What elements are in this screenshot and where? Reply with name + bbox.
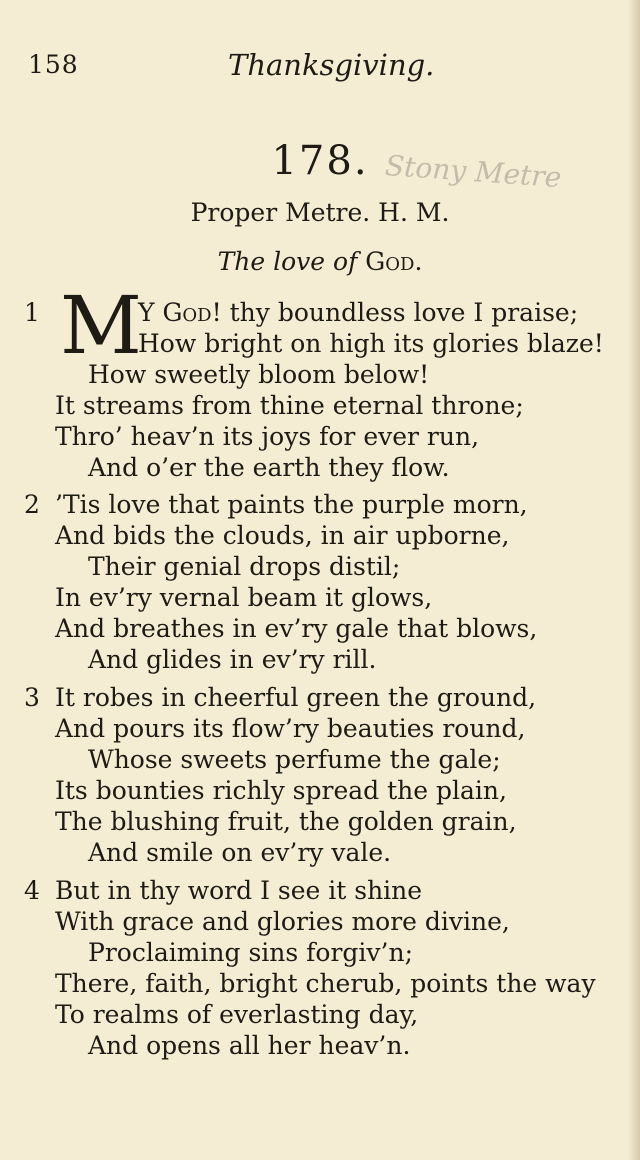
verse-line: And glides in ev’ry rill. xyxy=(88,645,377,674)
verse-line: And o’er the earth they flow. xyxy=(88,453,450,482)
verse-line xyxy=(138,298,578,327)
verse-line: And opens all her heav’n. xyxy=(88,1031,411,1060)
verse-line: Thro’ heav’n its joys for ever run, xyxy=(55,422,480,451)
page-header xyxy=(0,50,640,90)
hymn-subtitle xyxy=(0,247,640,276)
verse-line: It streams from thine eternal throne; xyxy=(55,391,524,420)
subtitle-italic: The love of xyxy=(217,247,366,276)
verse-line: To realms of everlasting day, xyxy=(55,1000,419,1029)
running-head: Thanksgiving. xyxy=(228,48,435,82)
verse-line: Proclaiming sins forgiv’n; xyxy=(88,938,414,967)
verse-line: It robes in cheerful green the ground, xyxy=(55,683,537,712)
verse-line: How sweetly bloom below! xyxy=(88,360,430,389)
verse-line-rest: thy boundless love I praise; xyxy=(221,298,579,327)
verse-line: How bright on high its glories blaze! xyxy=(138,329,604,358)
verse-line: Its bounties richly spread the plain, xyxy=(55,776,507,805)
stanza-number: 2 xyxy=(24,490,40,519)
stanza-number: 4 xyxy=(24,876,40,905)
verse-line: And bids the clouds, in air upborne, xyxy=(55,521,510,550)
hymn-number: 178. xyxy=(271,138,369,184)
stanza-number: 3 xyxy=(24,683,40,712)
page-edge-shadow xyxy=(628,0,640,1160)
pencil-annotation: Stony Metre xyxy=(384,148,563,195)
verse-line: But in thy word I see it shine xyxy=(55,876,423,905)
verse-line: In ev’ry vernal beam it glows, xyxy=(55,583,433,612)
page-number: 158 xyxy=(28,50,79,79)
verse-line-caps: Y God! xyxy=(138,298,222,327)
verse-line: Their genial drops distil; xyxy=(88,552,401,581)
drop-cap: M xyxy=(60,279,142,372)
subtitle-caps: God. xyxy=(365,247,423,276)
verse-line: There, faith, bright cherub, points the way xyxy=(55,969,596,998)
hymn-metre: Proper Metre. H. M. xyxy=(190,198,450,227)
verse-line: And breathes in ev’ry gale that blows, xyxy=(55,614,538,643)
verse-line: Whose sweets perfume the gale; xyxy=(88,745,501,774)
verse-line: The blushing fruit, the golden grain, xyxy=(55,807,517,836)
verse-line: And pours its flow’ry beauties round, xyxy=(55,714,526,743)
stanza-number: 1 xyxy=(24,298,40,327)
verse-line: ’Tis love that paints the purple morn, xyxy=(55,490,528,519)
verse-line: With grace and glories more divine, xyxy=(55,907,510,936)
verse-line: And smile on ev’ry vale. xyxy=(88,838,392,867)
